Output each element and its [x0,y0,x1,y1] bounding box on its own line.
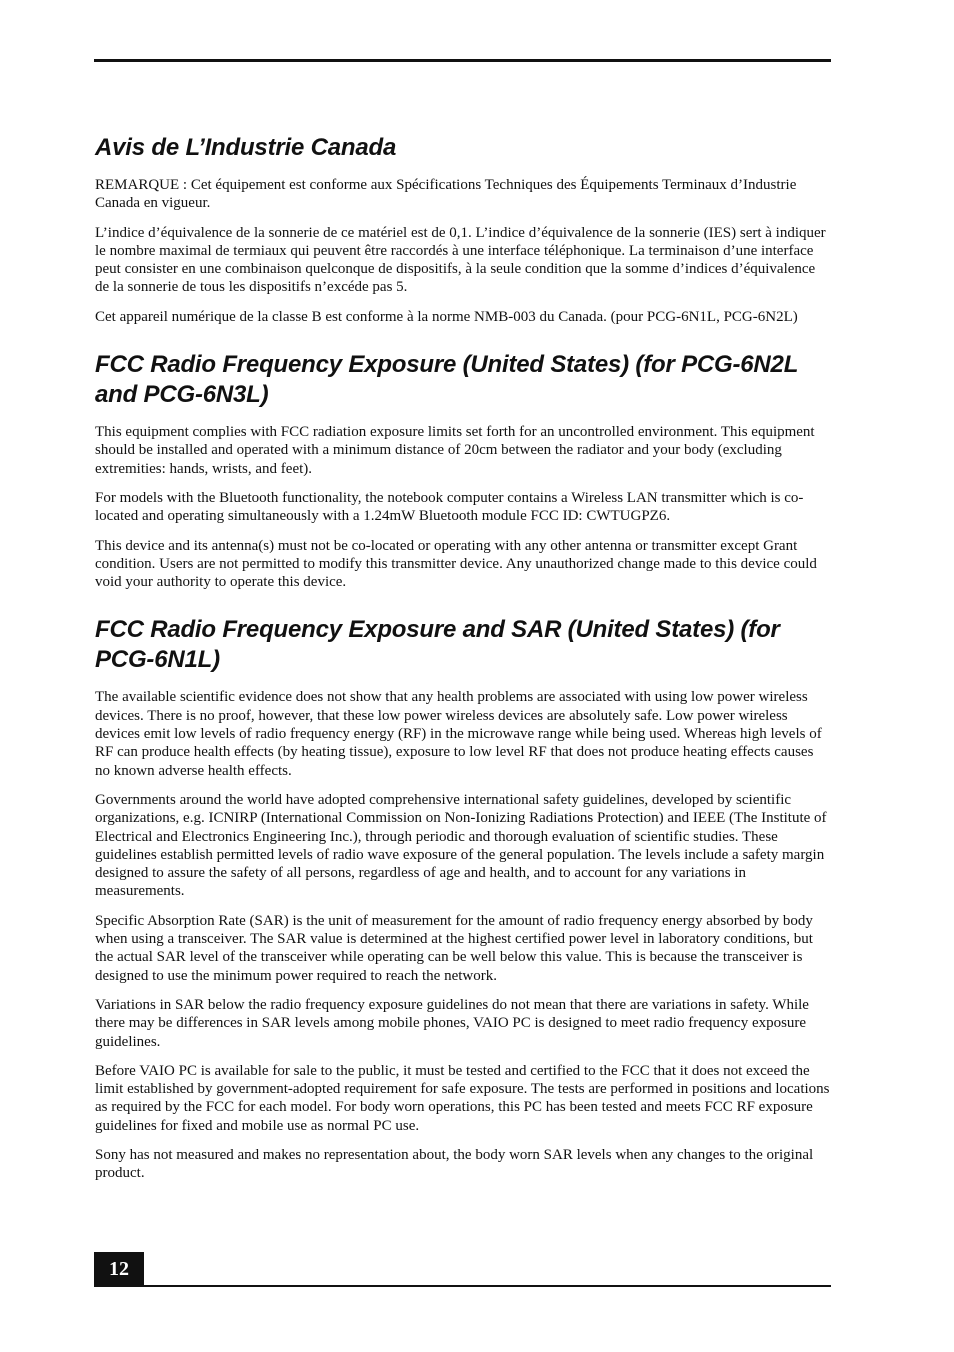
page-content [95,133,831,1207]
paragraph: This device and its antenna(s) must not be co-located or operating with any other antenna or transmitter except Grant condition. Users are not permitted to modify this transmitter device. Any unauthorized change made to this device could void your authority to operate this device. [95,537,817,591]
section-heading: Avis de L’Industrie Canada [95,134,397,161]
paragraph: Cet appareil numérique de la classe B est conforme à la norme NMB-003 du Canada. (pour PCG-6N1L, PCG-6N2L) [95,308,798,325]
paragraph: Before VAIO PC is available for sale to the public, it must be tested and certified to the FCC that it does not exceed the limit established by government-adopted requirement for safe exposure. The tests are performed in positions and locations as required by the FCC for each model. For body worn operations, this PC has been tested and meets FCC RF exposure guidelines for fixed and mobile use as normal PC use. [95,1062,830,1134]
paragraph: Governments around the world have adopted comprehensive international safety guidelines, developed by scientific organizations, e.g. ICNIRP (International Commission on Non-Ionizing Radiations Protection) and IEEE (The Institute of Electrical and Electronics Engineering Inc.), through periodic and thorough evaluation of scientific studies. These guidelines establish permitted levels of radio wave exposure of the general population. The levels include a safety margin designed to assure the safety of all persons, regardless of age and health, and to account for any variations in measurements. [95,791,827,900]
paragraph: Specific Absorption Rate (SAR) is the unit of measurement for the amount of radio frequency energy absorbed by body when using a transceiver. The SAR value is determined at the highest certified power level in laboratory conditions, but the actual SAR level of the transceiver while operating can be well below this value. This is because the transceiver is designed to use the minimum power required to reach the network. [95,912,813,984]
paragraph: Variations in SAR below the radio frequency exposure guidelines do not mean that there are variations in safety. While there may be differences in SAR levels among mobile phones, VAIO PC is designed to meet radio frequency exposure guidelines. [95,996,809,1050]
paragraph: For models with the Bluetooth functionality, the notebook computer contains a Wireless LAN transmitter which is co-located and operating simultaneously with a 1.24mW Bluetooth module FCC ID: CWTUGPZ6. [95,489,804,525]
paragraph: L’indice d’équivalence de la sonnerie de ce matériel est de 0,1. L’indice d’équivalence de la sonnerie (IES) sert à indiquer le nombre maximal de termiaux qui peuvent être raccordés à une interface téléphonique. La terminaison d’une interface peut consister en une combinaison quelconque de dispositifs, à la seule condition que la somme d’indices d’équivalence de la sonnerie de tous les dispositifs n’excéde pas 5. [95,224,826,296]
paragraph: This equipment complies with FCC radiation exposure limits set forth for an uncontrolled environment. This equipment should be installed and operated with a minimum distance of 20cm between the radiator and your body (excluding extremities: hands, wrists, and feet). [95,424,815,477]
section-fcc-rf-exposure [95,350,831,591]
section-heading: FCC Radio Frequency Exposure and SAR (United States) (for PCG-6N1L) [95,616,780,674]
paragraph: The available scientific evidence does not show that any health problems are associated with using low power wireless devices. There is no proof, however, that these low power wireless devices are absolutely safe. Low power wireless devices emit low levels of radio frequency energy (RF) in the microwave range while being used. Whereas high levels of RF can produce health effects (by heating tissue), exposure to low level RF that does not produce heating effects causes no known adverse health effects. [95,689,822,779]
paragraph: REMARQUE : Cet équipement est conforme aux Spécifications Techniques des Équipements Terminaux d’Industrie Canada en vigueur. [95,177,797,212]
page-number: 12 [94,1252,144,1286]
section-fcc-rf-sar [95,615,831,1182]
header-rule [94,59,831,62]
footer-rule [94,1285,831,1287]
section-heading: FCC Radio Frequency Exposure (United States) (for PCG-6N2L and PCG-6N3L) [95,351,798,409]
paragraph: Sony has not measured and makes no representation about, the body worn SAR levels when any changes to the original product. [95,1146,814,1182]
section-industrie-canada [95,133,831,326]
